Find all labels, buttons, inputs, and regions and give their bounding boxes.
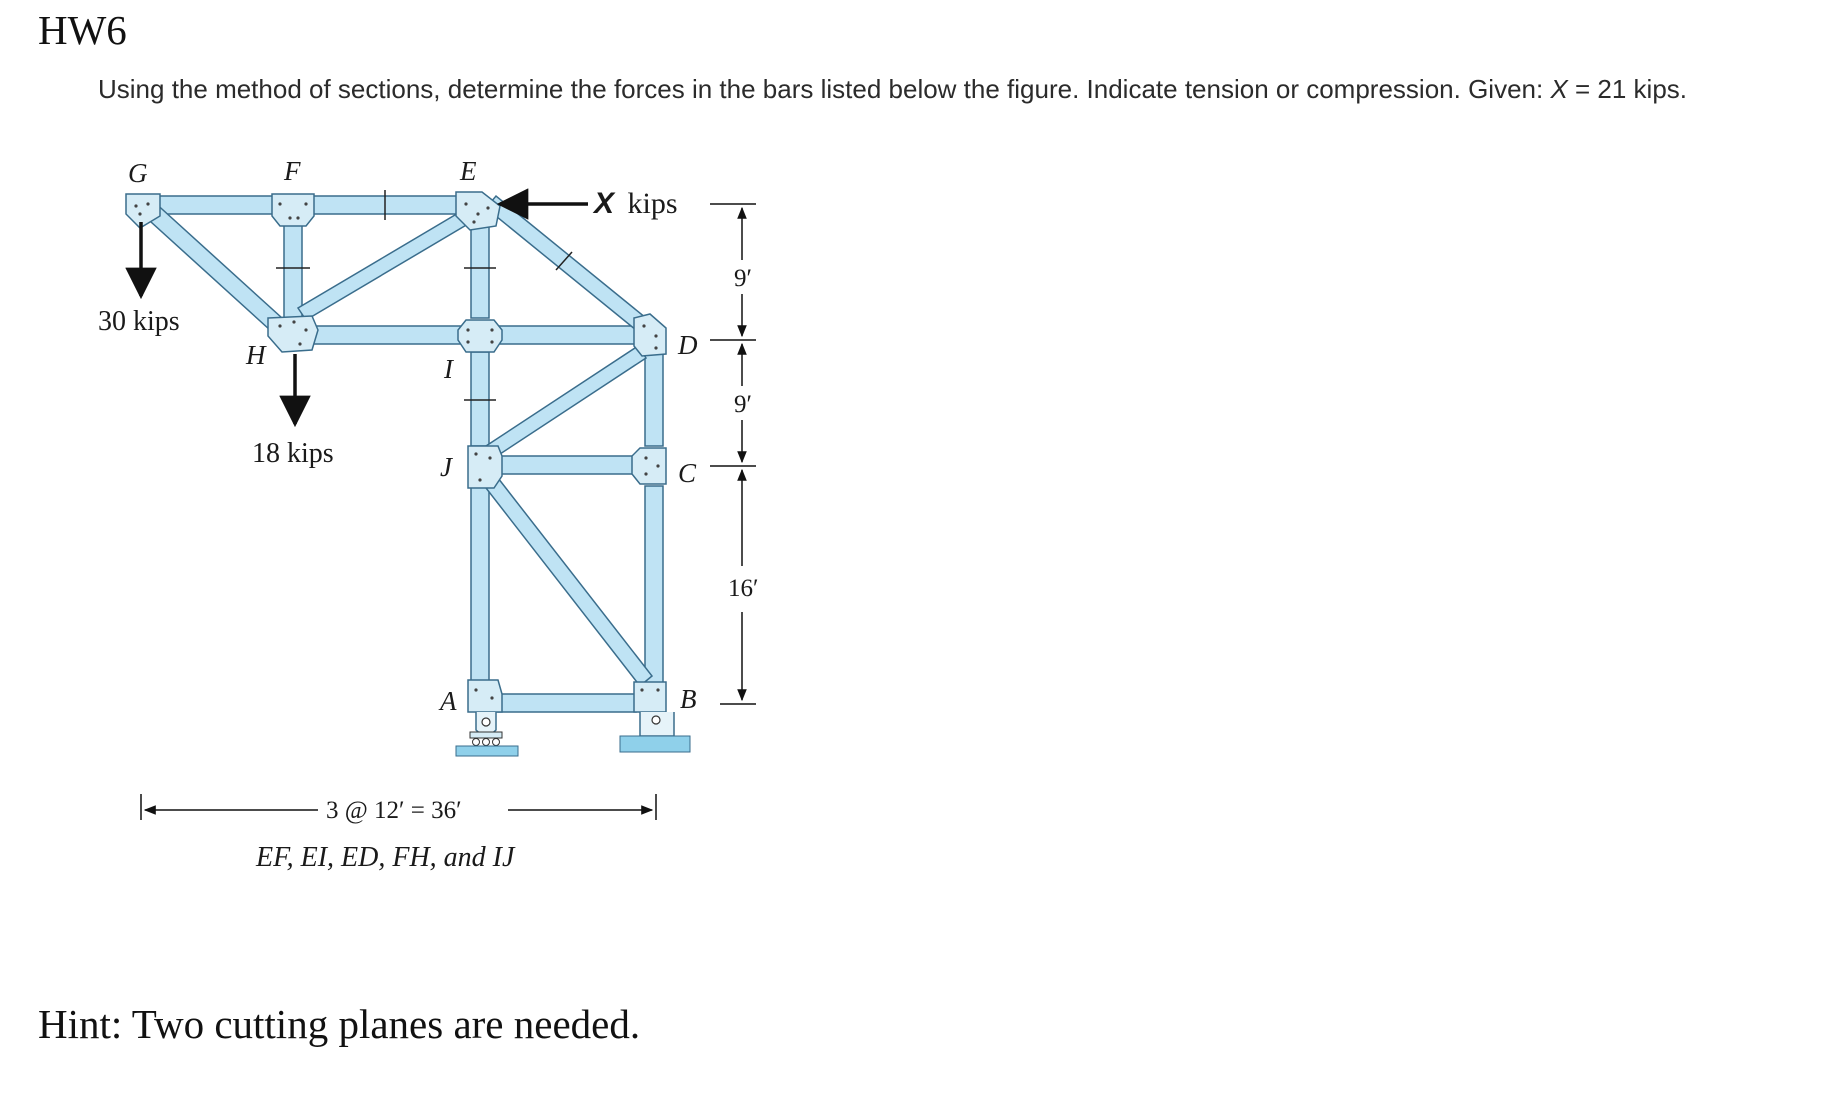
bar-FE [304, 196, 460, 214]
prompt-variable: X [1550, 74, 1568, 104]
support-A [456, 712, 518, 756]
plate-J [468, 446, 502, 488]
truss-members [128, 196, 663, 712]
bar-IJ [471, 352, 489, 446]
bar-AB [498, 694, 636, 712]
hint-text: Hint: Two cutting planes are needed. [38, 1001, 641, 1047]
node-label-E: E [460, 156, 477, 186]
homework-title: HW6 [38, 7, 127, 53]
bar-HI [312, 326, 462, 344]
bar-JB [486, 478, 652, 686]
load-18-label: 18 kips [252, 438, 334, 469]
bar-JC [498, 456, 636, 474]
load-X-unit: kips [627, 187, 678, 220]
bar-ED [486, 196, 646, 330]
node-label-A: A [440, 686, 457, 716]
plate-B [634, 682, 666, 712]
node-label-F: F [284, 156, 301, 186]
bar-DC [645, 352, 663, 446]
node-label-C: C [678, 458, 697, 488]
load-X-symbol: X [594, 187, 615, 220]
prompt-text-after: = 21 kips. [1567, 74, 1688, 104]
bar-HE [298, 212, 468, 320]
plate-F [272, 194, 314, 226]
bar-EI [471, 226, 489, 318]
dim-upper-9ft: 9′ [734, 265, 752, 292]
dim-lower-16ft: 16′ [728, 575, 759, 602]
node-label-B: B [680, 684, 697, 714]
plate-A [468, 680, 502, 712]
support-B [620, 712, 690, 752]
dim-span: 3 @ 12′ = 36′ [326, 797, 462, 824]
load-X-label [592, 187, 678, 220]
load-30-label: 30 kips [98, 306, 180, 337]
bar-DJ [486, 346, 646, 458]
node-label-I: I [444, 354, 453, 384]
bars-to-find: EF, EI, ED, FH, and IJ [256, 842, 515, 873]
node-label-D: D [678, 330, 698, 360]
bar-CB [645, 486, 663, 686]
prompt-text-before: Using the method of sections, determine the forces in the bars listed below the figure. Indicate tension or compression. Given: [98, 74, 1551, 104]
node-label-J: J [440, 452, 452, 482]
bar-ID [498, 326, 636, 344]
plate-I [458, 320, 502, 352]
plate-C [632, 448, 666, 484]
bar-FH [284, 222, 302, 320]
node-label-G: G [128, 158, 148, 188]
plate-D [634, 314, 666, 356]
bar-JA [471, 486, 489, 686]
node-label-H: H [246, 340, 266, 370]
dim-middle-9ft: 9′ [734, 391, 752, 418]
